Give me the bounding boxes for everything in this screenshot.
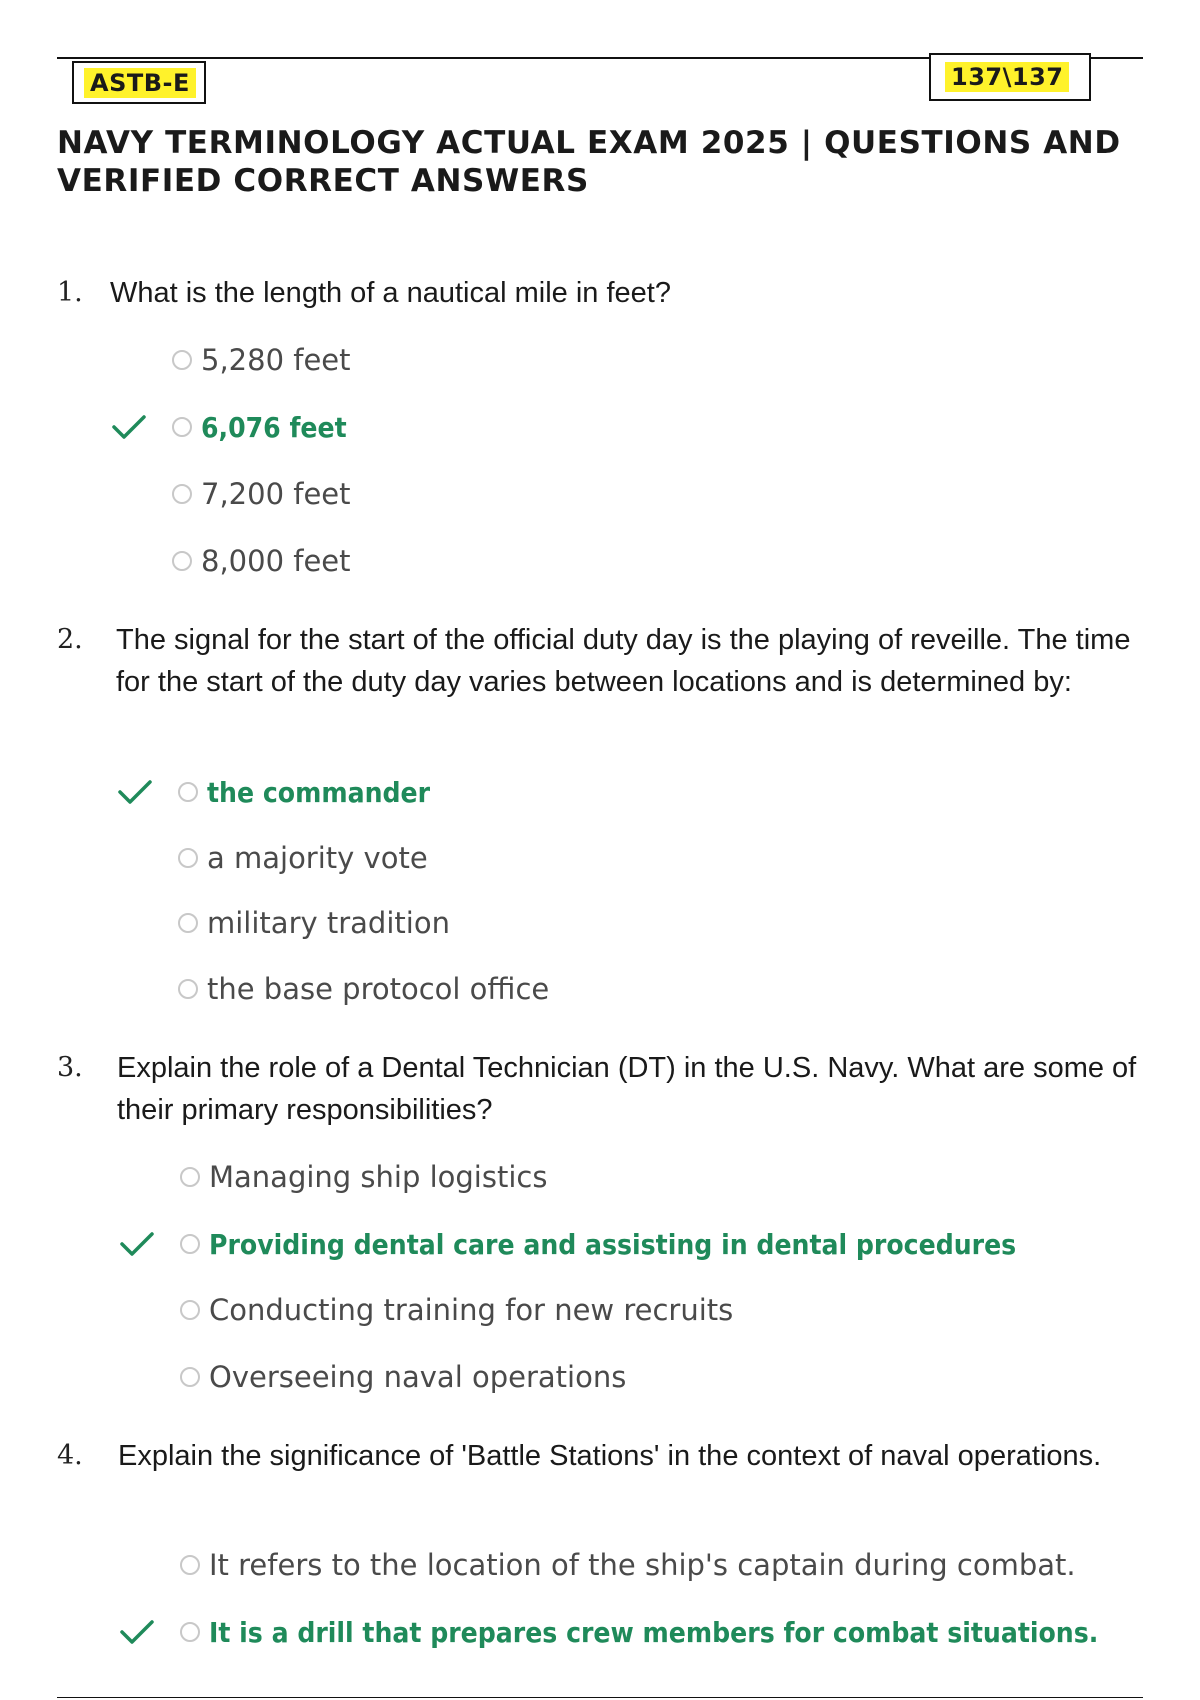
option-label: It refers to the location of the ship's captain during combat. — [209, 1548, 1076, 1582]
option-label: a majority vote — [207, 841, 428, 875]
check-icon — [119, 1230, 155, 1258]
question-number: 1. — [57, 277, 83, 308]
page-counter — [929, 53, 1091, 101]
answer-option-correct[interactable] — [180, 1224, 1016, 1264]
radio-icon[interactable] — [172, 417, 192, 437]
answer-option[interactable] — [172, 340, 351, 380]
radio-icon[interactable] — [178, 979, 198, 999]
radio-icon[interactable] — [180, 1367, 200, 1387]
question-text: Explain the role of a Dental Technician (DT) in the U.S. Navy. What are some of their primary responsibilities? — [117, 1052, 1137, 1126]
question-text: What is the length of a nautical mile in feet? — [110, 277, 671, 309]
answer-option[interactable] — [172, 474, 351, 514]
answer-option[interactable] — [178, 903, 450, 943]
bottom-rule — [57, 1697, 1143, 1698]
check-icon — [119, 1618, 155, 1646]
answer-option[interactable] — [180, 1157, 547, 1197]
radio-icon[interactable] — [180, 1234, 200, 1254]
option-label: It is a drill that prepares crew members for combat situations. — [209, 1615, 1099, 1649]
option-label: 8,000 feet — [201, 544, 351, 578]
answer-option[interactable] — [178, 838, 428, 878]
document-title: NAVY TERMINOLOGY ACTUAL EXAM 2025 | QUESTIONS AND VERIFIED CORRECT ANSWERS — [57, 125, 1121, 199]
option-label: 6,076 feet — [201, 410, 347, 444]
option-label: Providing dental care and assisting in dental procedures — [209, 1227, 1017, 1261]
option-label: military tradition — [207, 906, 450, 940]
radio-icon[interactable] — [180, 1300, 200, 1320]
question-number: 4. — [57, 1440, 83, 1471]
radio-icon[interactable] — [180, 1555, 200, 1575]
option-label: the commander — [207, 775, 431, 809]
option-label: 7,200 feet — [201, 477, 351, 511]
radio-icon[interactable] — [172, 484, 192, 504]
radio-icon[interactable] — [180, 1167, 200, 1187]
radio-icon[interactable] — [178, 848, 198, 868]
radio-icon[interactable] — [172, 350, 192, 370]
question-text: The signal for the start of the official duty day is the playing of reveille. The time for the start of the duty day varies between locations and is determined by: — [116, 624, 1131, 698]
exam-tag — [72, 61, 206, 104]
question-number: 2. — [57, 624, 83, 655]
check-icon — [111, 413, 147, 441]
radio-icon[interactable] — [172, 551, 192, 571]
radio-icon[interactable] — [178, 913, 198, 933]
check-icon — [117, 778, 153, 806]
option-label: 5,280 feet — [201, 343, 351, 377]
option-label: the base protocol office — [207, 972, 550, 1006]
answer-option[interactable] — [180, 1357, 626, 1397]
page-counter-label: 137\137 — [945, 62, 1069, 92]
answer-option[interactable] — [180, 1545, 1076, 1585]
option-label: Managing ship logistics — [209, 1160, 548, 1194]
exam-tag-label: ASTB-E — [84, 68, 196, 98]
question-text: Explain the significance of 'Battle Stations' in the context of naval operations. — [118, 1440, 1102, 1472]
answer-option[interactable] — [172, 541, 351, 581]
option-label: Overseeing naval operations — [209, 1360, 627, 1394]
question-number: 3. — [57, 1052, 83, 1083]
radio-icon[interactable] — [178, 782, 198, 802]
answer-option-correct[interactable] — [178, 772, 430, 812]
option-label: Conducting training for new recruits — [209, 1293, 734, 1327]
answer-option-correct[interactable] — [180, 1612, 1098, 1652]
answer-option[interactable] — [180, 1290, 733, 1330]
answer-option[interactable] — [178, 969, 549, 1009]
radio-icon[interactable] — [180, 1622, 200, 1642]
answer-option-correct[interactable] — [172, 407, 347, 447]
